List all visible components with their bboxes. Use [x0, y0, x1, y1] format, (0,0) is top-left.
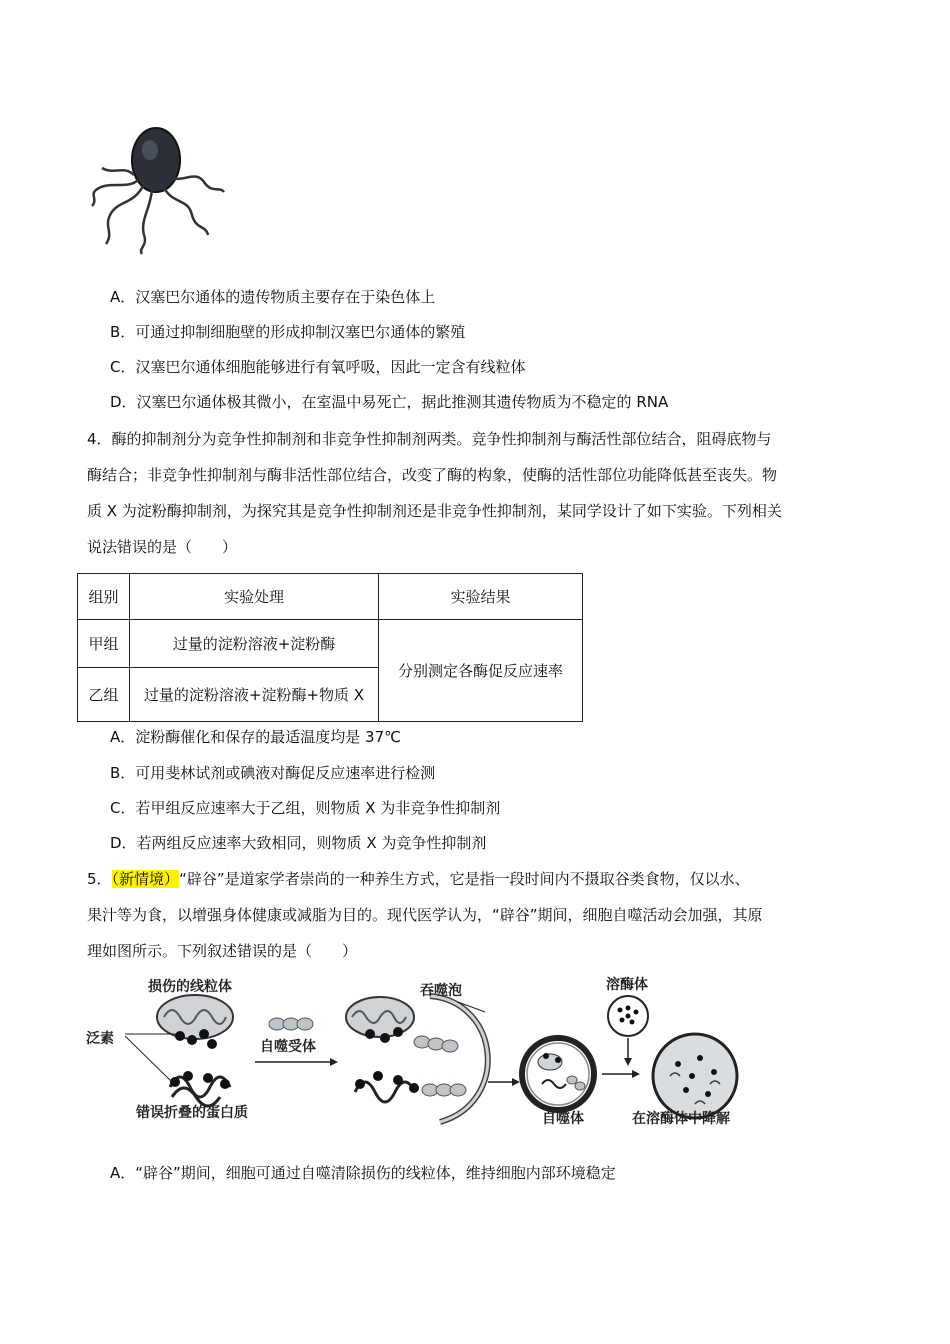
table-cell-group-a: 甲组 [78, 620, 130, 668]
label-damaged-mitochondrion: 损伤的线粒体 [148, 979, 232, 995]
table-cell-result: 分别测定各酶促反应速率 [379, 620, 583, 722]
q4-stem-line-3: 质 X 为淀粉酶抑制剂，为探究其是竞争性抑制剂还是非竞争性抑制剂，某同学设计了如下实验。下列相关 [87, 502, 782, 520]
label-autophagosome: 自噬体 [542, 1111, 584, 1127]
autophagy-diagram [80, 972, 760, 1132]
label-degraded-in-lysosome: 在溶酶体中降解 [632, 1111, 730, 1127]
label-phagophore: 吞噬泡 [420, 983, 462, 999]
q5-number: 5． [87, 870, 112, 888]
q4-option-a: A．淀粉酶催化和保存的最适温度均是 37℃ [110, 728, 401, 746]
q3-option-b: B．可通过抑制细胞壁的形成抑制汉塞巴尔通体的繁殖 [110, 323, 466, 341]
label-lysosome: 溶酶体 [606, 977, 648, 993]
q5-stem-line-3: 理如图所示。下列叙述错误的是（ ） [87, 942, 358, 960]
q4-option-b: B．可用斐林试剂或碘液对酶促反应速率进行检测 [110, 764, 436, 782]
q5-stem-text: “辟谷”是道家学者崇尚的一种养生方式，它是指一段时间内不摄取谷类食物，仅以水、 [179, 870, 750, 888]
table-header-result: 实验结果 [379, 574, 583, 620]
table-header-treatment: 实验处理 [130, 574, 379, 620]
q3-option-c: C．汉塞巴尔通体细胞能够进行有氧呼吸，因此一定含有线粒体 [110, 358, 526, 376]
q5-option-a: A．“辟谷”期间，细胞可通过自噬清除损伤的线粒体，维持细胞内部环境稳定 [110, 1164, 616, 1182]
experiment-table [77, 573, 583, 722]
q5-stem-line-1 [87, 868, 750, 890]
q5-stem-line-2: 果汁等为食，以增强身体健康或减脂为目的。现代医学认为，“辟谷”期间，细胞自噬活动会加强，其原 [87, 906, 763, 924]
q4-stem-line-4: 说法错误的是（ ） [87, 538, 238, 556]
q3-option-d: D．汉塞巴尔通体极其微小，在室温中易死亡，据此推测其遗传物质为不稳定的 RNA [110, 393, 669, 411]
label-misfolded-protein: 错误折叠的蛋白质 [136, 1105, 248, 1121]
table-header-group: 组别 [78, 574, 130, 620]
q3-option-a: A．汉塞巴尔通体的遗传物质主要存在于染色体上 [110, 288, 436, 306]
table-cell-treatment-b: 过量的淀粉溶液+淀粉酶+物质 X [130, 668, 379, 722]
q4-stem-line-2: 酶结合；非竞争性抑制剂与酶非活性部位结合，改变了酶的构象，使酶的活性部位功能降低甚至丧失。物 [87, 466, 778, 484]
table-cell-group-b: 乙组 [78, 668, 130, 722]
new-context-tag: （新情境） [111, 870, 180, 888]
label-autophagy-receptor: 自噬受体 [260, 1039, 316, 1055]
bacterium-illustration [88, 120, 228, 255]
label-ubiquitin: 泛素 [86, 1031, 114, 1047]
table-cell-treatment-a: 过量的淀粉溶液+淀粉酶 [130, 620, 379, 668]
q4-option-d: D．若两组反应速率大致相同，则物质 X 为竞争性抑制剂 [110, 834, 487, 852]
q4-option-c: C．若甲组反应速率大于乙组，则物质 X 为非竞争性抑制剂 [110, 799, 501, 817]
q4-stem-line-1: 4．酶的抑制剂分为竞争性抑制剂和非竞争性抑制剂两类。竞争性抑制剂与酶活性部位结合，阻碍底物与 [87, 430, 772, 448]
